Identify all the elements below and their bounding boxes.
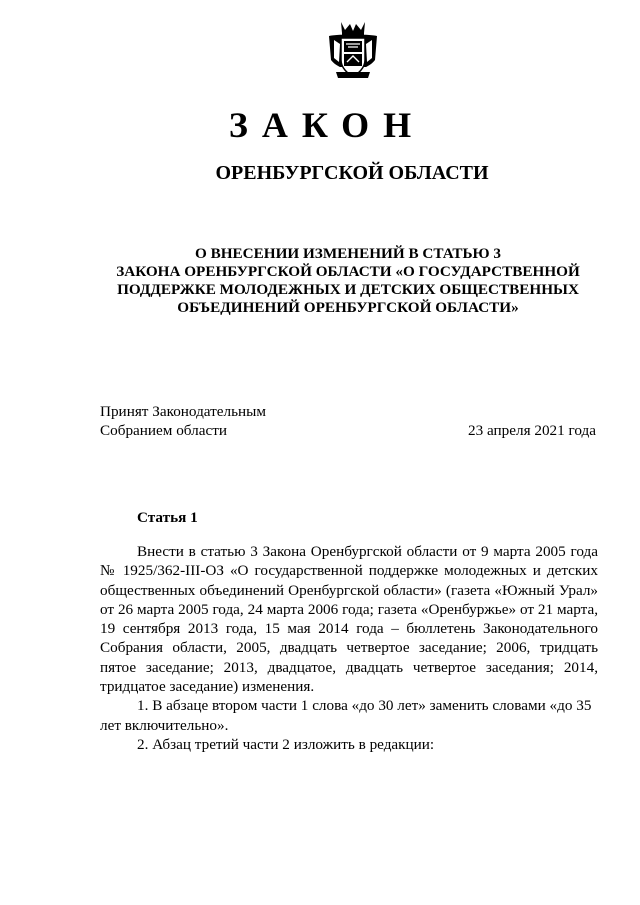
article-paragraph: 1. В абзаце втором части 1 слова «до 30 лет» заменить словами «до 35 лет включительно».	[100, 697, 592, 734]
adoption-line-2: Собранием области	[100, 422, 227, 439]
article-paragraph: 2. Абзац третий части 2 изложить в редакции:	[137, 735, 435, 753]
article-paragraph: Внести в статью 3 Закона Оренбургской области от 9 марта 2005 года № 1925/362-III-ОЗ «О государственной поддержке молодежных и детских общественных объединений Оренбургской области» (газета «Южный Урал» от 26 марта 2005 года, 24 марта 2006 года; газета «Оренбуржье» от 21 марта, 19 сентября 2013 года, 15 мая 2014 года – бюллетень Законодательного Собрания области, 2005, двадцать четвертое заседание; 2006, тридцать пятое заседание; 2013, двадцатое, двадцать четвертое заседания; 2014, тридцатое заседание) изменения.	[100, 543, 598, 696]
document-subtitle: ОРЕНБУРГСКОЙ ОБЛАСТИ	[215, 162, 489, 184]
adoption-line-1: Принят Законодательным	[100, 403, 266, 420]
article-heading: Статья 1	[137, 509, 198, 526]
coat-of-arms-icon	[326, 20, 380, 82]
law-name-line: ОБЪЕДИНЕНИЙ ОРЕНБУРГСКОЙ ОБЛАСТИ»	[177, 299, 519, 316]
document-title: ЗАКОН	[228, 105, 426, 145]
article-body	[100, 542, 598, 754]
adoption-date: 23 апреля 2021 года	[468, 422, 596, 439]
law-name-line: ЗАКОНА ОРЕНБУРГСКОЙ ОБЛАСТИ «О ГОСУДАРСТВЕННОЙ	[116, 263, 580, 280]
law-name-block	[100, 245, 596, 317]
adoption-note	[100, 402, 266, 440]
law-name-line: ПОДДЕРЖКЕ МОЛОДЕЖНЫХ И ДЕТСКИХ ОБЩЕСТВЕННЫХ	[117, 281, 579, 298]
law-name-line: О ВНЕСЕНИИ ИЗМЕНЕНИЙ В СТАТЬЮ 3	[194, 245, 502, 262]
